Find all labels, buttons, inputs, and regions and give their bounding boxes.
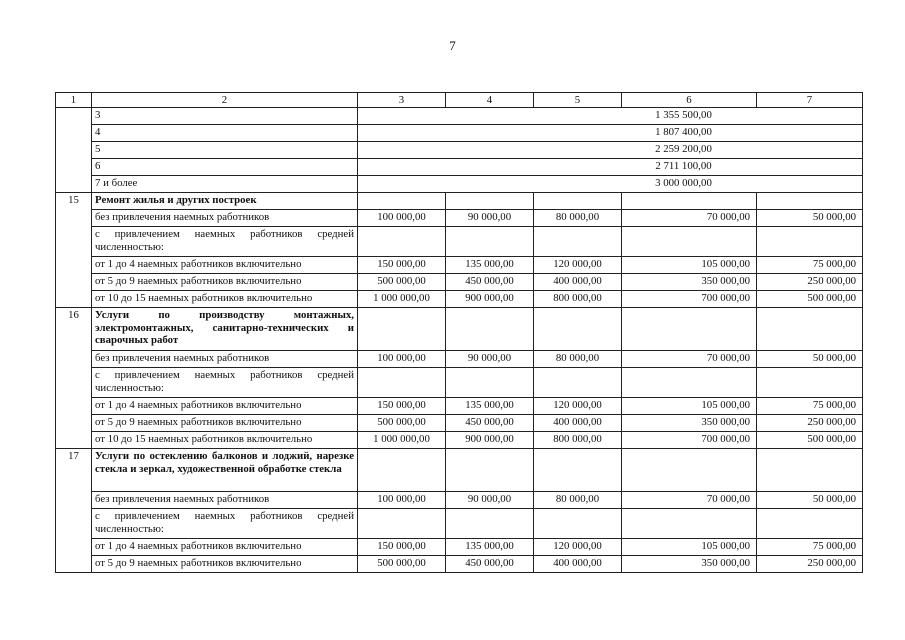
row-label-cell: от 1 до 4 наемных работников включительно xyxy=(92,398,358,415)
section-number-cell: 15 xyxy=(56,193,92,308)
empty-cell xyxy=(446,227,534,257)
table-row xyxy=(56,176,863,193)
header-cell: 4 xyxy=(446,93,534,108)
empty-cell xyxy=(757,449,863,492)
value-cell: 350 000,00 xyxy=(622,415,757,432)
merged-value-cell: 3 000 000,00 xyxy=(358,176,863,193)
empty-cell xyxy=(534,193,622,210)
header-row xyxy=(56,93,863,108)
empty-cell xyxy=(534,509,622,539)
empty-cell xyxy=(534,368,622,398)
row-label-cell: без привлечения наемных работников xyxy=(92,210,358,227)
row-label-cell: с привлечением наемных работников средней численностью: xyxy=(92,227,358,257)
section-title-cell: Ремонт жилья и других построек xyxy=(92,193,358,210)
table-row xyxy=(56,227,863,257)
value-cell: 70 000,00 xyxy=(622,210,757,227)
row-label-cell: с привлечением наемных работников средней численностью: xyxy=(92,368,358,398)
value-cell: 250 000,00 xyxy=(757,274,863,291)
empty-cell xyxy=(622,449,757,492)
value-cell: 70 000,00 xyxy=(622,351,757,368)
section-title-cell: Услуги по производству монтажных, электромонтажных, санитарно-технических и сварочных работ xyxy=(92,308,358,351)
row-label-cell: от 10 до 15 наемных работников включительно xyxy=(92,291,358,308)
row-label-cell: от 1 до 4 наемных работников включительно xyxy=(92,257,358,274)
table-row xyxy=(56,108,863,125)
header-cell: 2 xyxy=(92,93,358,108)
value-cell: 400 000,00 xyxy=(534,274,622,291)
value-cell: 350 000,00 xyxy=(622,274,757,291)
table-row xyxy=(56,539,863,556)
table-row xyxy=(56,432,863,449)
header-cell: 6 xyxy=(622,93,757,108)
value-cell: 75 000,00 xyxy=(757,257,863,274)
tariff-table xyxy=(55,92,863,573)
section-number-cell: 16 xyxy=(56,308,92,449)
empty-cell xyxy=(622,368,757,398)
value-cell: 900 000,00 xyxy=(446,291,534,308)
header-cell: 7 xyxy=(757,93,863,108)
empty-cell xyxy=(757,227,863,257)
row-label-cell: 7 и более xyxy=(92,176,358,193)
value-cell: 500 000,00 xyxy=(757,291,863,308)
header-cell: 3 xyxy=(358,93,446,108)
value-cell: 1 000 000,00 xyxy=(358,432,446,449)
value-cell: 70 000,00 xyxy=(622,492,757,509)
table-row xyxy=(56,509,863,539)
header-cell: 1 xyxy=(56,93,92,108)
value-cell: 120 000,00 xyxy=(534,398,622,415)
value-cell: 150 000,00 xyxy=(358,257,446,274)
value-cell: 250 000,00 xyxy=(757,556,863,573)
section-title-cell: Услуги по остеклению балконов и лоджий, нарезке стекла и зеркал, художественной обработке стекла xyxy=(92,449,358,492)
row-label-cell: от 5 до 9 наемных работников включительно xyxy=(92,274,358,291)
table-row xyxy=(56,274,863,291)
empty-cell xyxy=(446,449,534,492)
table-row xyxy=(56,210,863,227)
empty-cell xyxy=(358,308,446,351)
merged-value-cell: 2 711 100,00 xyxy=(358,159,863,176)
section-title-row xyxy=(56,308,863,351)
merged-value-cell: 2 259 200,00 xyxy=(358,142,863,159)
value-cell: 150 000,00 xyxy=(358,398,446,415)
table-row xyxy=(56,351,863,368)
empty-cell xyxy=(446,308,534,351)
empty-cell xyxy=(534,449,622,492)
value-cell: 700 000,00 xyxy=(622,291,757,308)
value-cell: 120 000,00 xyxy=(534,257,622,274)
table-row xyxy=(56,125,863,142)
value-cell: 250 000,00 xyxy=(757,415,863,432)
table-row xyxy=(56,257,863,274)
value-cell: 500 000,00 xyxy=(757,432,863,449)
table-row xyxy=(56,398,863,415)
value-cell: 400 000,00 xyxy=(534,415,622,432)
section-title-row xyxy=(56,193,863,210)
value-cell: 50 000,00 xyxy=(757,492,863,509)
value-cell: 800 000,00 xyxy=(534,432,622,449)
empty-cell xyxy=(358,193,446,210)
empty-cell xyxy=(446,193,534,210)
merged-value-cell: 1 355 500,00 xyxy=(358,108,863,125)
row-label-cell: от 5 до 9 наемных работников включительно xyxy=(92,556,358,573)
value-cell: 150 000,00 xyxy=(358,539,446,556)
empty-cell xyxy=(446,368,534,398)
value-cell: 90 000,00 xyxy=(446,351,534,368)
value-cell: 105 000,00 xyxy=(622,257,757,274)
table-row xyxy=(56,415,863,432)
empty-cell xyxy=(446,509,534,539)
merged-value-cell: 1 807 400,00 xyxy=(358,125,863,142)
empty-cell xyxy=(534,308,622,351)
table-row xyxy=(56,142,863,159)
value-cell: 80 000,00 xyxy=(534,492,622,509)
value-cell: 90 000,00 xyxy=(446,210,534,227)
page-number: 7 xyxy=(449,38,456,53)
value-cell: 80 000,00 xyxy=(534,210,622,227)
value-cell: 135 000,00 xyxy=(446,539,534,556)
empty-cell xyxy=(358,368,446,398)
value-cell: 500 000,00 xyxy=(358,415,446,432)
empty-cell xyxy=(757,308,863,351)
row-label-cell: 6 xyxy=(92,159,358,176)
value-cell: 75 000,00 xyxy=(757,398,863,415)
value-cell: 500 000,00 xyxy=(358,274,446,291)
table-row xyxy=(56,556,863,573)
value-cell: 135 000,00 xyxy=(446,257,534,274)
value-cell: 1 000 000,00 xyxy=(358,291,446,308)
empty-cell xyxy=(622,227,757,257)
value-cell: 120 000,00 xyxy=(534,539,622,556)
empty-cell xyxy=(757,193,863,210)
table-row xyxy=(56,492,863,509)
empty-cell xyxy=(358,449,446,492)
value-cell: 100 000,00 xyxy=(358,492,446,509)
value-cell: 900 000,00 xyxy=(446,432,534,449)
empty-cell xyxy=(757,509,863,539)
row-label-cell: 4 xyxy=(92,125,358,142)
empty-cell xyxy=(757,368,863,398)
value-cell: 90 000,00 xyxy=(446,492,534,509)
row-number-cell xyxy=(56,108,92,193)
value-cell: 700 000,00 xyxy=(622,432,757,449)
empty-cell xyxy=(358,227,446,257)
value-cell: 450 000,00 xyxy=(446,274,534,291)
value-cell: 500 000,00 xyxy=(358,556,446,573)
row-label-cell: 3 xyxy=(92,108,358,125)
section-number-cell: 17 xyxy=(56,449,92,573)
table-row xyxy=(56,368,863,398)
table-body xyxy=(56,93,863,573)
value-cell: 135 000,00 xyxy=(446,398,534,415)
table-row xyxy=(56,159,863,176)
value-cell: 50 000,00 xyxy=(757,351,863,368)
header-cell: 5 xyxy=(534,93,622,108)
table-row xyxy=(56,291,863,308)
value-cell: 400 000,00 xyxy=(534,556,622,573)
empty-cell xyxy=(358,509,446,539)
value-cell: 100 000,00 xyxy=(358,351,446,368)
row-label-cell: от 1 до 4 наемных работников включительно xyxy=(92,539,358,556)
section-title-row xyxy=(56,449,863,492)
empty-cell xyxy=(622,193,757,210)
row-label-cell: без привлечения наемных работников xyxy=(92,492,358,509)
value-cell: 80 000,00 xyxy=(534,351,622,368)
value-cell: 100 000,00 xyxy=(358,210,446,227)
empty-cell xyxy=(534,227,622,257)
value-cell: 75 000,00 xyxy=(757,539,863,556)
value-cell: 105 000,00 xyxy=(622,539,757,556)
value-cell: 450 000,00 xyxy=(446,415,534,432)
empty-cell xyxy=(622,308,757,351)
row-label-cell: от 5 до 9 наемных работников включительно xyxy=(92,415,358,432)
row-label-cell: без привлечения наемных работников xyxy=(92,351,358,368)
row-label-cell: 5 xyxy=(92,142,358,159)
row-label-cell: от 10 до 15 наемных работников включительно xyxy=(92,432,358,449)
row-label-cell: с привлечением наемных работников средней численностью: xyxy=(92,509,358,539)
value-cell: 350 000,00 xyxy=(622,556,757,573)
value-cell: 105 000,00 xyxy=(622,398,757,415)
value-cell: 800 000,00 xyxy=(534,291,622,308)
value-cell: 50 000,00 xyxy=(757,210,863,227)
value-cell: 450 000,00 xyxy=(446,556,534,573)
empty-cell xyxy=(622,509,757,539)
